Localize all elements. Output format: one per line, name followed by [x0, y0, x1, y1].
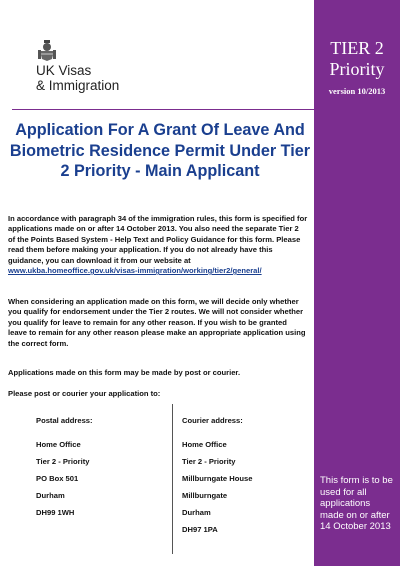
postal-address [36, 416, 93, 525]
courier-address-line: Tier 2 - Priority [182, 457, 236, 466]
guidance-link[interactable]: www.ukba.homeoffice.gov.uk/visas-immigration/working/tier2/general/ [8, 266, 262, 276]
postal-address-line: Durham [36, 491, 65, 500]
consideration-paragraph: When considering an application made on this form, we will decide only whether you qualify for endorsement under the Tier 2 routes. We will not consider whether you qualify for leave to remain for any other reason. If you wish to be granted leave to remain for any other reason please make an appropriate application using the correct form. [8, 297, 306, 348]
courier-address-line: Millburngate House [182, 474, 253, 483]
validity-note: This form is to be used for all applications made on or after 14 October 2013 [320, 475, 393, 532]
ukvi-logo [36, 40, 146, 100]
royal-crest-icon [37, 40, 57, 62]
postal-address-line: Home Office [36, 440, 81, 449]
logo-wordmark [36, 64, 119, 93]
logo-line1: UK Visas [36, 63, 92, 78]
post-note: Applications made on this form may be made by post or courier. [8, 368, 241, 377]
intro-text: In accordance with paragraph 34 of the immigration rules, this form is specified for applications made on or after 14 October 2013. You also need the separate Tier 2 of the Points Based System - Help Text and Policy Guidance for this form. Please read them before making your application. If you do not already have this guidance, you can download it from our website at [8, 214, 308, 265]
postal-address-heading: Postal address: [36, 416, 93, 425]
tier-label-line2: Priority [329, 59, 385, 79]
courier-address-heading: Courier address: [182, 416, 243, 425]
postal-address-line: DH99 1WH [36, 508, 75, 517]
version-label: version 10/2013 [328, 86, 386, 96]
courier-address-line: Durham [182, 508, 211, 517]
courier-address-line: DH97 1PA [182, 525, 218, 534]
courier-address-line: Millburngate [182, 491, 228, 500]
postal-address-line: PO Box 501 [36, 474, 79, 483]
intro-paragraph [8, 214, 308, 276]
logo-line2: & Immigration [36, 77, 120, 93]
header-divider [12, 109, 314, 110]
postal-address-line: Tier 2 - Priority [36, 457, 90, 466]
post-prompt: Please post or courier your application to: [8, 389, 161, 398]
page-title: Application For A Grant Of Leave And Biometric Residence Permit Under Tier 2 Priority - Main Applicant [9, 121, 311, 180]
tier-label [314, 38, 400, 80]
courier-address-line: Home Office [182, 440, 227, 449]
courier-address [182, 416, 252, 542]
tier-label-line1: TIER 2 [330, 38, 384, 58]
address-divider [172, 404, 173, 554]
